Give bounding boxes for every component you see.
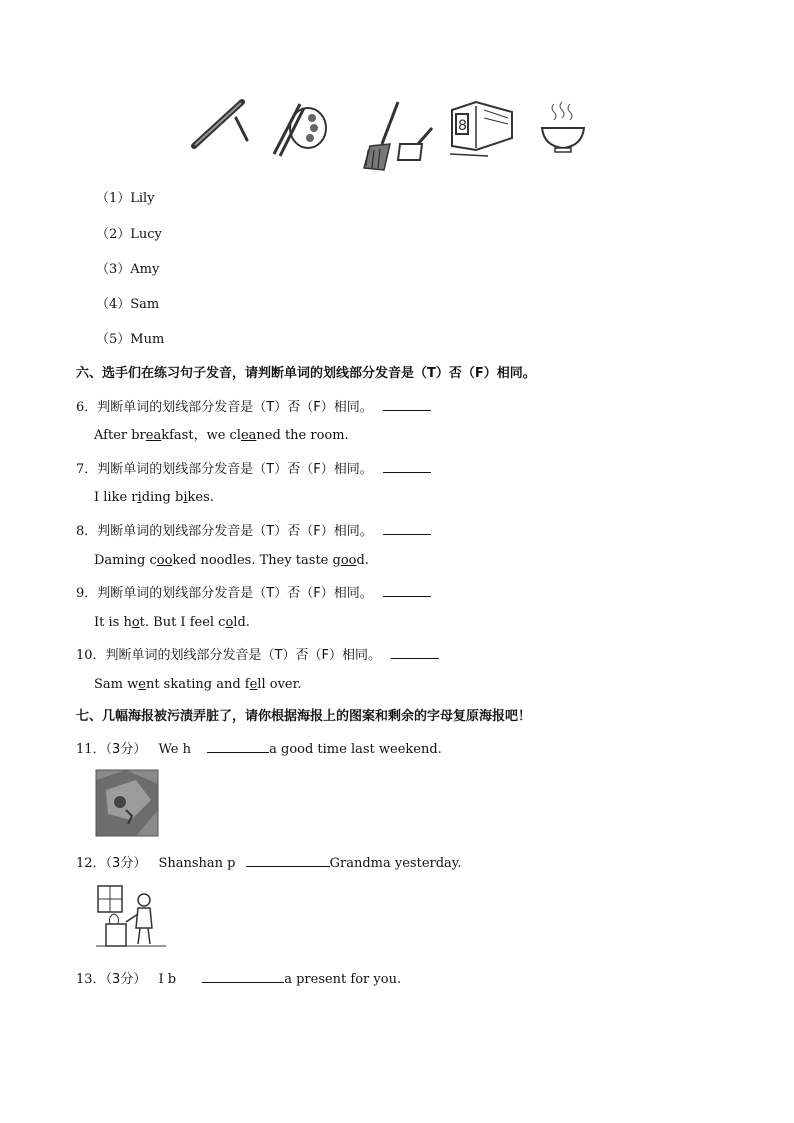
underlined-letters: i	[183, 490, 188, 505]
sentence-part: ked noodles. They taste g	[172, 553, 341, 568]
match-item: （5）Mum	[96, 332, 165, 347]
underlined-letters: oo	[156, 553, 173, 568]
svg-text:8: 8	[458, 118, 467, 134]
answer-blank[interactable]	[383, 522, 431, 535]
question-row	[76, 398, 431, 416]
match-item: （1）Lily	[96, 191, 155, 206]
match-item: （2）Lucy	[96, 227, 162, 242]
question-prompt: 判断单词的划线部分发音是（T）否（F）相同。	[97, 524, 373, 539]
sentence-start: Shanshan p	[158, 856, 236, 871]
answer-blank[interactable]	[246, 854, 330, 867]
question-row	[76, 460, 431, 478]
question-prompt: 判断单词的划线部分发音是（T）否（F）相同。	[105, 648, 381, 663]
sentence-start: We h	[158, 742, 191, 757]
example-sentence	[94, 428, 349, 444]
section7-heading: 七、几幅海报被污渍弄脏了，请你根据海报上的图案和剩余的字母复原海报吧！	[76, 709, 532, 724]
question-number: 7．	[76, 462, 98, 477]
underlined-letters: o	[131, 615, 140, 630]
underlined-letters: e	[249, 677, 258, 692]
question-number: 9．	[76, 586, 98, 601]
question-number: 8．	[76, 524, 98, 539]
question-prompt: 判断单词的划线部分发音是（T）否（F）相同。	[97, 400, 373, 415]
match-item: （4）Sam	[96, 297, 160, 312]
answer-blank[interactable]	[391, 646, 439, 659]
sentence-part: ll over.	[257, 677, 302, 692]
question-row	[76, 522, 431, 540]
answer-blank[interactable]	[383, 584, 431, 597]
match-item: （3）Amy	[96, 262, 160, 277]
underlined-letters: i	[137, 490, 142, 505]
chopsticks-plate-icon	[270, 100, 332, 158]
question-number: 13．	[76, 972, 106, 987]
sentence-part: After br	[94, 428, 146, 443]
question-row	[76, 854, 462, 872]
broom-dustpan-icon	[360, 100, 438, 172]
question-score: （3分）	[105, 856, 147, 871]
example-sentence	[94, 553, 369, 569]
sentence-part: d.	[356, 553, 369, 568]
example-sentence	[94, 615, 250, 631]
question-number: 12．	[76, 856, 106, 871]
sentence-part: ld.	[233, 615, 250, 630]
underlined-letters: e	[138, 677, 146, 692]
question-row	[76, 646, 439, 664]
sentence-part: It is h	[94, 615, 132, 630]
question-score: （3分）	[105, 742, 147, 757]
sentence-part: ding b	[141, 490, 184, 505]
question-row	[76, 970, 401, 988]
example-sentence	[94, 677, 302, 693]
sentence-part: Sam w	[94, 677, 139, 692]
underlined-letters: oo	[340, 553, 357, 568]
question-number: 10．	[76, 648, 106, 663]
question-row	[76, 740, 442, 758]
underlined-letters: o	[225, 615, 234, 630]
question-prompt: 判断单词的划线部分发音是（T）否（F）相同。	[97, 586, 373, 601]
poster-image-q12	[96, 884, 166, 950]
answer-blank[interactable]	[202, 970, 284, 983]
example-sentence	[94, 490, 214, 506]
question-prompt: 判断单词的划线部分发音是（T）否（F）相同。	[97, 462, 373, 477]
underlined-letters: ea	[240, 428, 257, 443]
poster-image-q11	[96, 770, 158, 836]
underlined-letters: ea	[145, 428, 162, 443]
answer-blank[interactable]	[207, 740, 269, 753]
sentence-part: kes.	[187, 490, 214, 505]
train-icon	[448, 98, 516, 160]
sentence-part: kfast，we cl	[161, 428, 241, 443]
sentence-end: a present for you.	[284, 972, 402, 987]
sentence-start: I b	[158, 972, 177, 987]
chopsticks-single-icon	[190, 96, 250, 152]
question-row	[76, 584, 431, 602]
question-number: 11．	[76, 742, 106, 757]
sentence-end: Grandma yesterday.	[329, 856, 462, 871]
sentence-part: nt skating and f	[145, 677, 250, 692]
sentence-part: t. But I feel c	[139, 615, 226, 630]
sentence-end: a good time last weekend.	[269, 742, 442, 757]
sentence-part: Daming c	[94, 553, 157, 568]
sentence-part: I like r	[94, 490, 138, 505]
answer-blank[interactable]	[383, 398, 431, 411]
section6-heading: 六、选手们在练习句子发音，请判断单词的划线部分发音是（T）否（F）相同。	[76, 366, 536, 381]
question-score: （3分）	[105, 972, 147, 987]
bowl-icon	[538, 100, 588, 156]
sentence-part: ned the room.	[256, 428, 349, 443]
question-number: 6．	[76, 400, 98, 415]
answer-blank[interactable]	[383, 460, 431, 473]
